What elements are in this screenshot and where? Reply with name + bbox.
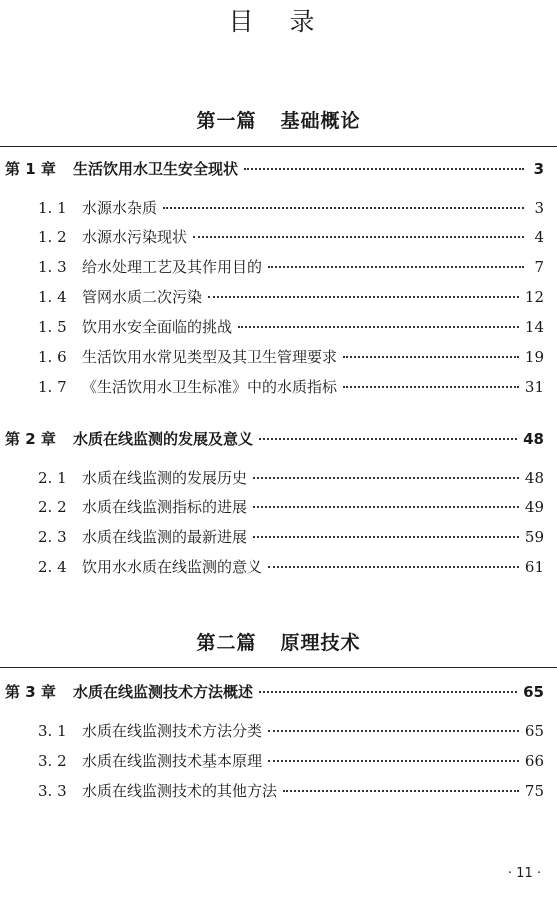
part-number: 第一篇 (196, 110, 257, 132)
page-number: 48 (523, 430, 544, 448)
dot-leader (244, 168, 524, 170)
section-title: 水质在线监测技术方法分类 (82, 722, 263, 740)
section-title: 管网水质二次污染 (82, 288, 203, 306)
toc-section-entry[interactable] (38, 316, 544, 338)
section-number: 1. 7 (38, 378, 67, 396)
toc-section-entry[interactable] (38, 286, 544, 308)
section-title: 水质在线监测指标的进展 (82, 498, 248, 516)
toc-section-entry[interactable] (38, 226, 544, 248)
toc-chapter-entry[interactable] (5, 158, 544, 180)
chapter-title: 生活饮用水卫生安全现状 (73, 160, 239, 178)
section-number: 1. 4 (38, 288, 67, 306)
page-number: 48 (524, 469, 544, 487)
toc-section-entry[interactable] (38, 197, 544, 219)
chapter-number: 第 3 章 (5, 683, 56, 701)
dot-leader (163, 207, 524, 209)
toc-chapter-entry[interactable] (5, 681, 544, 703)
section-number: 1. 6 (38, 348, 67, 366)
dot-leader (193, 236, 524, 238)
dot-leader (283, 790, 519, 792)
page-number: 14 (524, 318, 544, 336)
part-title (0, 628, 557, 655)
chapter-number: 第 2 章 (5, 430, 56, 448)
page-number: 3 (534, 199, 544, 217)
toc-section-entry[interactable] (38, 526, 544, 548)
dot-leader (268, 566, 519, 568)
part-title (0, 106, 557, 133)
page-number: 3 (533, 160, 544, 178)
section-title: 水质在线监测技术的其他方法 (82, 782, 278, 800)
toc-section-entry[interactable] (38, 780, 544, 802)
dot-leader (343, 356, 519, 358)
dot-leader (259, 438, 517, 440)
section-number: 1. 3 (38, 258, 67, 276)
page-number: 7 (534, 258, 544, 276)
chapter-title: 水质在线监测的发展及意义 (73, 430, 254, 448)
part-name: 基础概论 (280, 110, 361, 132)
section-number: 1. 1 (38, 199, 67, 217)
dot-leader (268, 760, 519, 762)
section-title: 水质在线监测的最新进展 (82, 528, 248, 546)
page-number: 65 (523, 683, 544, 701)
page-number: 31 (524, 378, 544, 396)
section-number: 3. 1 (38, 722, 67, 740)
toc-chapter-entry[interactable] (5, 428, 544, 450)
toc-section-entry[interactable] (38, 750, 544, 772)
toc-section-entry[interactable] (38, 496, 544, 518)
page-number: 49 (524, 498, 544, 516)
dot-leader (208, 296, 519, 298)
dot-leader (268, 730, 519, 732)
section-number: 1. 2 (38, 228, 67, 246)
section-title: 水质在线监测的发展历史 (82, 469, 248, 487)
toc-section-entry[interactable] (38, 376, 544, 398)
dot-leader (268, 266, 524, 268)
section-number: 1. 5 (38, 318, 67, 336)
dot-leader (253, 477, 519, 479)
part-number: 第二篇 (196, 632, 257, 654)
section-number: 2. 4 (38, 558, 67, 576)
dot-leader (343, 386, 519, 388)
page-number: 75 (524, 782, 544, 800)
dot-leader (238, 326, 519, 328)
toc-section-entry[interactable] (38, 346, 544, 368)
page-title: 目 录 (228, 7, 329, 36)
dot-leader (253, 536, 519, 538)
section-title: 饮用水安全面临的挑战 (82, 318, 233, 336)
page-number: 12 (524, 288, 544, 306)
section-number: 3. 2 (38, 752, 67, 770)
toc-section-entry[interactable] (38, 556, 544, 578)
part-divider (0, 667, 557, 668)
section-number: 2. 2 (38, 498, 67, 516)
page-number: 19 (524, 348, 544, 366)
part-divider (0, 146, 557, 147)
page-number: 66 (524, 752, 544, 770)
toc-section-entry[interactable] (38, 467, 544, 489)
section-title: 给水处理工艺及其作用目的 (82, 258, 263, 276)
footer-page-number: · 11 · (507, 866, 541, 881)
page-number: 4 (534, 228, 544, 246)
page-number: 61 (524, 558, 544, 576)
toc-section-entry[interactable] (38, 720, 544, 742)
page-number: 65 (524, 722, 544, 740)
chapter-number: 第 1 章 (5, 160, 56, 178)
dot-leader (259, 691, 517, 693)
section-title: 饮用水水质在线监测的意义 (82, 558, 263, 576)
chapter-title: 水质在线监测技术方法概述 (73, 683, 254, 701)
page-number: 59 (524, 528, 544, 546)
part-name: 原理技术 (280, 632, 361, 654)
section-title: 《生活饮用水卫生标准》中的水质指标 (82, 378, 338, 396)
section-number: 2. 1 (38, 469, 67, 487)
section-number: 3. 3 (38, 782, 67, 800)
section-title: 水源水污染现状 (82, 228, 188, 246)
section-title: 生活饮用水常见类型及其卫生管理要求 (82, 348, 338, 366)
section-title: 水质在线监测技术基本原理 (82, 752, 263, 770)
section-number: 2. 3 (38, 528, 67, 546)
section-title: 水源水杂质 (82, 199, 158, 217)
toc-section-entry[interactable] (38, 256, 544, 278)
dot-leader (253, 506, 519, 508)
